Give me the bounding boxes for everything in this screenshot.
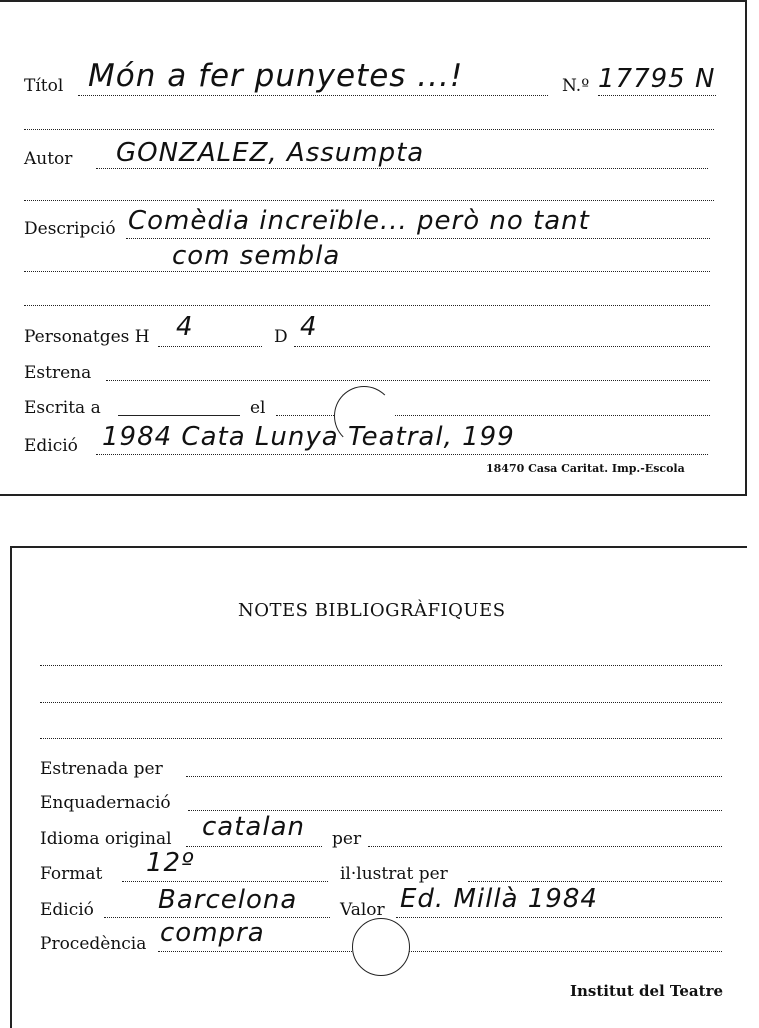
valor-line bbox=[396, 917, 722, 918]
autor-line bbox=[96, 168, 708, 169]
edicio-label: Edició bbox=[24, 436, 78, 456]
procedencia-value: compra bbox=[160, 918, 265, 948]
blank-line bbox=[24, 305, 710, 306]
personatges-h-value: 4 bbox=[176, 312, 194, 342]
d-label: D bbox=[274, 327, 288, 347]
titol-line bbox=[78, 95, 548, 96]
institut-footer: Institut del Teatre bbox=[570, 982, 724, 1000]
format-line bbox=[122, 881, 328, 882]
catalog-card-back bbox=[10, 546, 747, 1028]
titol-label: Títol bbox=[24, 76, 64, 96]
blank-line bbox=[24, 129, 714, 130]
estrenada-label: Estrenada per bbox=[40, 759, 163, 779]
estrena-line bbox=[106, 380, 710, 381]
illustrat-line bbox=[468, 881, 722, 882]
catalog-card-front bbox=[0, 0, 747, 496]
escrita-label: Escrita a bbox=[24, 398, 101, 418]
notes-line-1 bbox=[40, 665, 722, 666]
per-label: per bbox=[332, 829, 362, 849]
blank-line bbox=[24, 200, 714, 201]
personatges-label: Personatges H bbox=[24, 327, 150, 347]
idioma-label: Idioma original bbox=[40, 829, 172, 849]
enquadernacio-line bbox=[188, 810, 722, 811]
descripcio-line-1 bbox=[126, 238, 710, 239]
descripcio-value-1: Comèdia increïble... però no tant bbox=[128, 206, 590, 236]
edicio-back-value: Barcelona bbox=[158, 885, 298, 915]
procedencia-line bbox=[158, 951, 722, 952]
autor-value: GONZALEZ, Assumpta bbox=[116, 138, 425, 168]
edicio-back-label: Edició bbox=[40, 900, 94, 920]
numero-value: 17795 N bbox=[598, 64, 716, 94]
edicio-line bbox=[96, 454, 708, 455]
procedencia-label: Procedència bbox=[40, 934, 147, 954]
personatges-d-line bbox=[294, 346, 710, 347]
printer-imprint: 18470 Casa Caritat. Imp.-Escola bbox=[486, 462, 685, 475]
estrenada-line bbox=[186, 776, 722, 777]
escrita-line bbox=[118, 415, 240, 416]
idioma-line bbox=[186, 846, 322, 847]
per-line bbox=[368, 846, 722, 847]
notes-line-3 bbox=[40, 738, 722, 739]
valor-value: Ed. Millà 1984 bbox=[400, 884, 598, 914]
el-label: el bbox=[250, 398, 266, 418]
descripcio-label: Descripció bbox=[24, 219, 116, 239]
enquadernacio-label: Enquadernació bbox=[40, 793, 171, 813]
format-value: 12º bbox=[146, 848, 195, 878]
punch-hole bbox=[352, 918, 410, 976]
estrena-label: Estrena bbox=[24, 363, 92, 383]
idioma-value: catalan bbox=[202, 812, 305, 842]
numero-label: N.º bbox=[562, 76, 590, 96]
notes-line-2 bbox=[40, 702, 722, 703]
illustrat-label: il·lustrat per bbox=[340, 864, 448, 884]
valor-label: Valor bbox=[340, 900, 385, 920]
notes-heading: NOTES BIBLIOGRÀFIQUES bbox=[238, 600, 506, 621]
format-label: Format bbox=[40, 864, 103, 884]
autor-label: Autor bbox=[24, 149, 73, 169]
titol-value: Món a fer punyetes ...! bbox=[88, 58, 464, 94]
descripcio-value-2: com sembla bbox=[172, 241, 341, 271]
personatges-d-value: 4 bbox=[300, 312, 318, 342]
numero-line bbox=[598, 95, 716, 96]
edicio-value: 1984 Cata Lunya Teatral, 199 bbox=[102, 422, 515, 452]
descripcio-line-2 bbox=[24, 271, 710, 272]
personatges-h-line bbox=[158, 346, 262, 347]
